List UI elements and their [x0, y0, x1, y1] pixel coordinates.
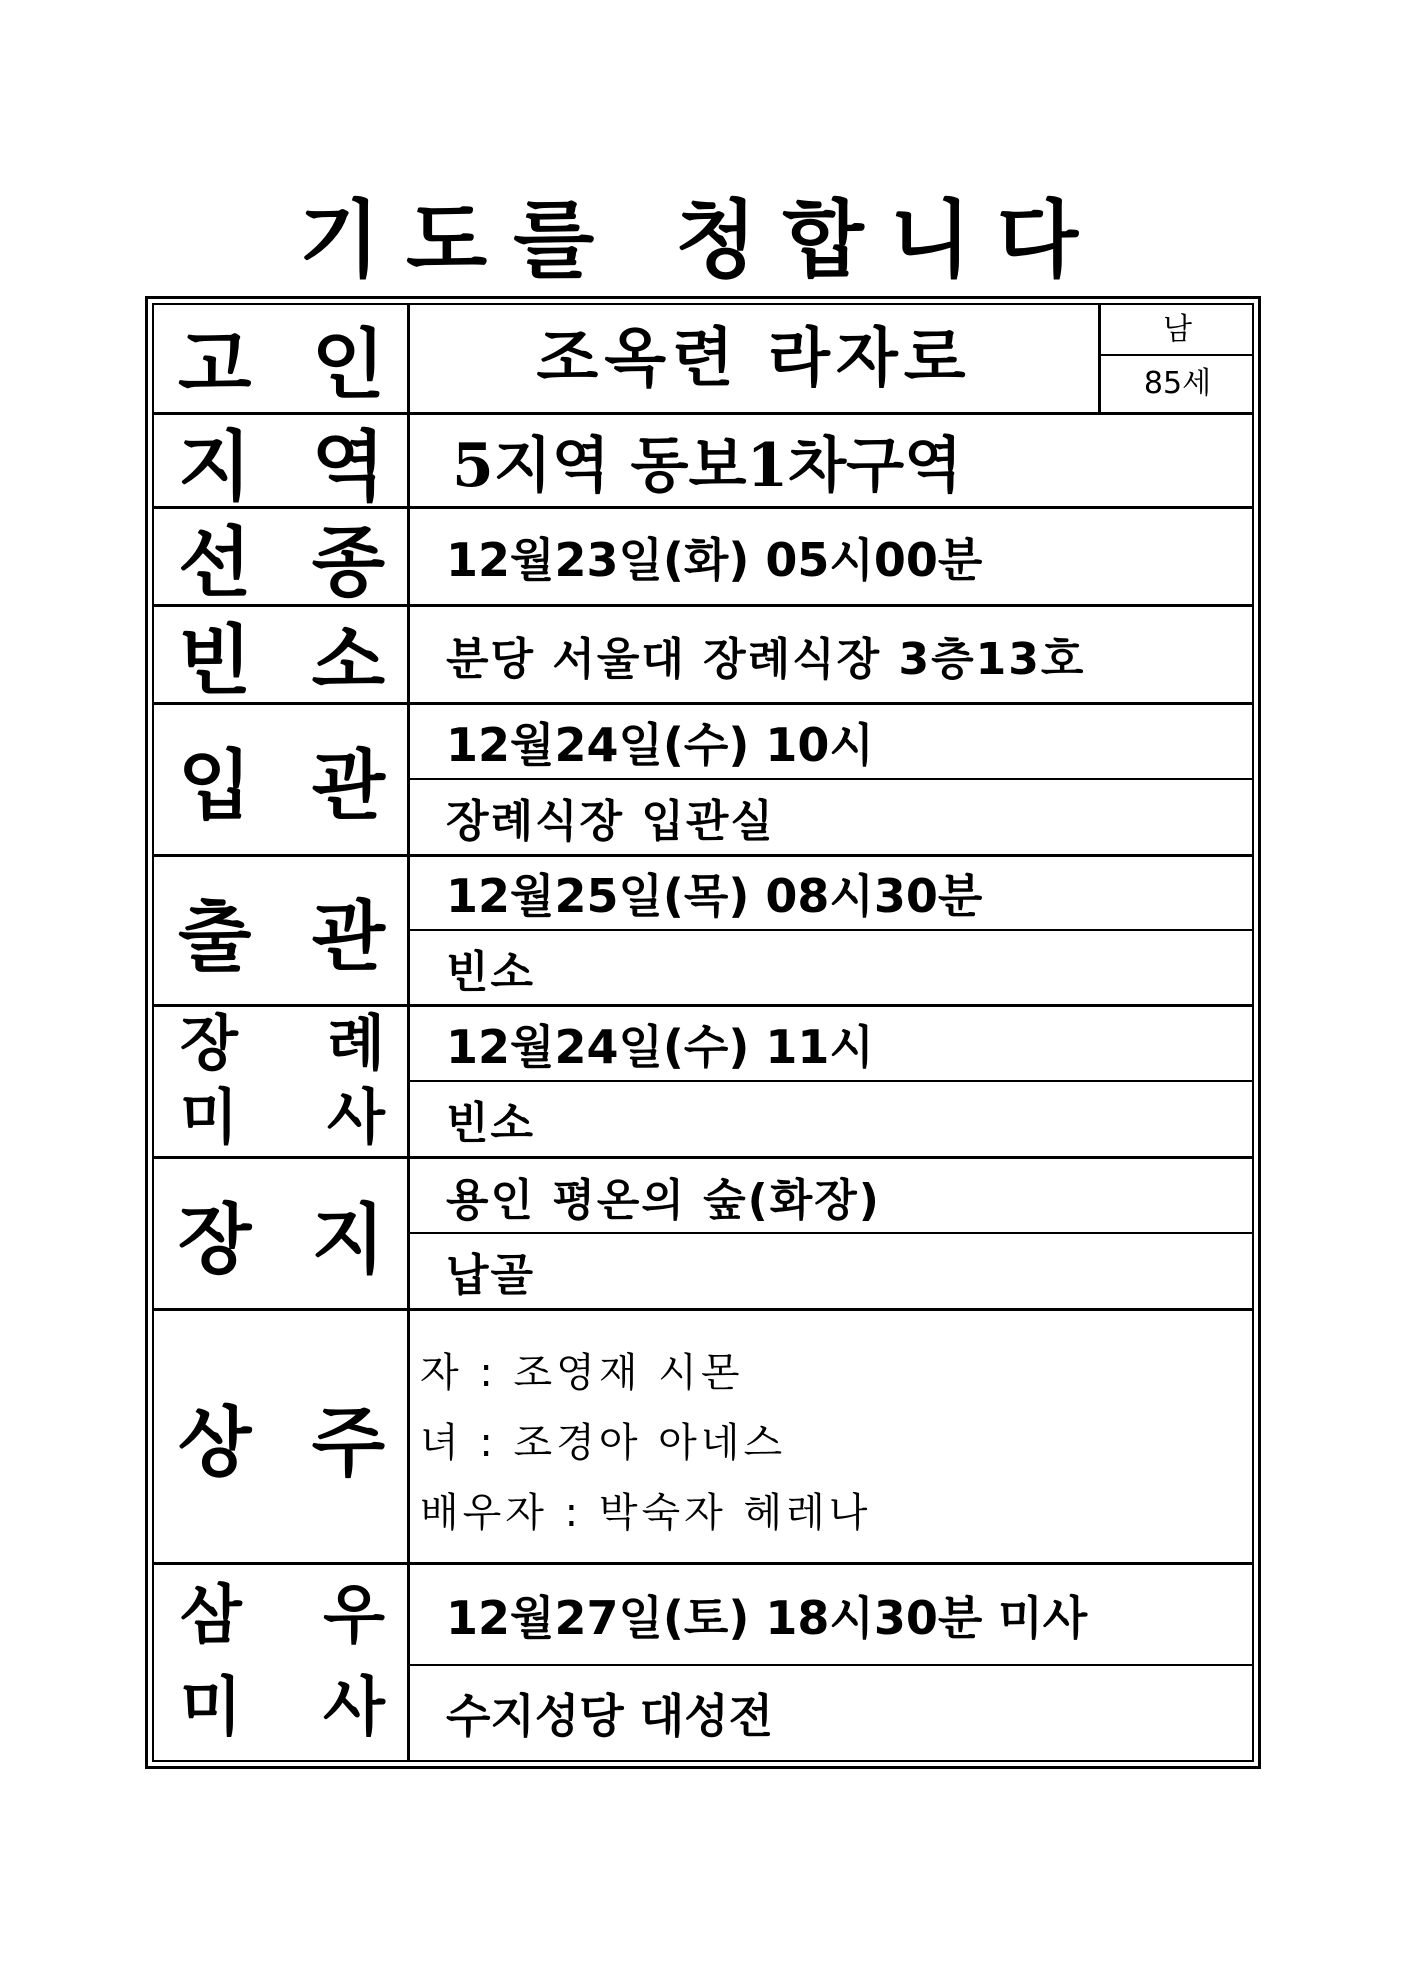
chief-mourners-list — [410, 1311, 1254, 1562]
label-char: 장 — [178, 1195, 252, 1284]
third-day-mass-time: 12월27일(토) 18시30분 미사 — [446, 1590, 1088, 1645]
label-char: 선 — [178, 518, 252, 607]
label-char: 출 — [178, 892, 252, 981]
label-char: 소 — [311, 616, 385, 705]
region-value: 5지역 동보1차구역 — [452, 430, 963, 501]
label-char: 관 — [311, 741, 385, 830]
funeral-mass-place: 빈소 — [446, 1098, 536, 1149]
label-char: 례 — [327, 1009, 385, 1079]
age-value: 85세 — [1143, 366, 1212, 401]
chief-mourner-son: 자 : 조영재 시몬 — [420, 1350, 744, 1396]
label-chief-mourners — [152, 1311, 407, 1562]
encoffining-place: 장례식장 입관실 — [446, 796, 775, 847]
chief-mourner-spouse: 배우자 : 박숙자 헤레나 — [420, 1490, 872, 1536]
label-char: 우 — [323, 1578, 385, 1653]
departure-place: 빈소 — [446, 946, 536, 998]
label-char: 관 — [311, 892, 385, 981]
deceased-name: 조옥련 라자로 — [536, 321, 972, 396]
gender-value: 남 — [1163, 312, 1192, 347]
encoffining-time: 12월24일(수) 10시 — [446, 717, 874, 772]
label-deceased — [152, 305, 407, 412]
page-title: 기도를 청합니다 — [298, 190, 1105, 289]
label-region — [152, 415, 407, 511]
label-death — [152, 509, 407, 607]
label-mortuary — [152, 607, 407, 705]
label-char: 사 — [323, 1670, 385, 1745]
third-day-mass-place: 수지성당 대성전 — [446, 1689, 774, 1743]
label-char: 지 — [311, 1195, 385, 1284]
label-char: 지 — [178, 422, 252, 511]
label-char: 종 — [311, 518, 385, 607]
label-char: 인 — [311, 320, 385, 409]
label-char: 삼 — [180, 1578, 242, 1653]
label-char: 주 — [311, 1398, 385, 1487]
burial-place: 용인 평온의 숲(화장) — [446, 1174, 881, 1226]
label-departure — [152, 857, 407, 1004]
label-char: 미 — [180, 1670, 242, 1745]
departure-time: 12월25일(목) 08시30분 — [446, 869, 983, 923]
funeral-mass-time: 12월24일(수) 11시 — [446, 1019, 874, 1074]
death-value: 12월23일(화) 05시00분 — [446, 532, 983, 587]
label-third-day-mass — [152, 1570, 407, 1760]
label-char: 장 — [180, 1009, 238, 1079]
label-encoffining — [152, 705, 407, 854]
label-char: 역 — [311, 422, 385, 511]
mortuary-value: 분당 서울대 장례식장 3층13호 — [446, 633, 1086, 685]
label-char: 빈 — [178, 616, 252, 705]
label-char: 사 — [327, 1083, 385, 1153]
label-char: 미 — [180, 1083, 238, 1153]
label-char: 입 — [178, 741, 252, 830]
label-burial — [152, 1159, 407, 1308]
label-funeral-mass — [152, 1007, 407, 1156]
label-char: 상 — [178, 1398, 252, 1487]
chief-mourner-daughter: 녀 : 조경아 아네스 — [420, 1420, 787, 1466]
burial-detail: 납골 — [446, 1250, 536, 1301]
label-char: 고 — [178, 320, 252, 409]
